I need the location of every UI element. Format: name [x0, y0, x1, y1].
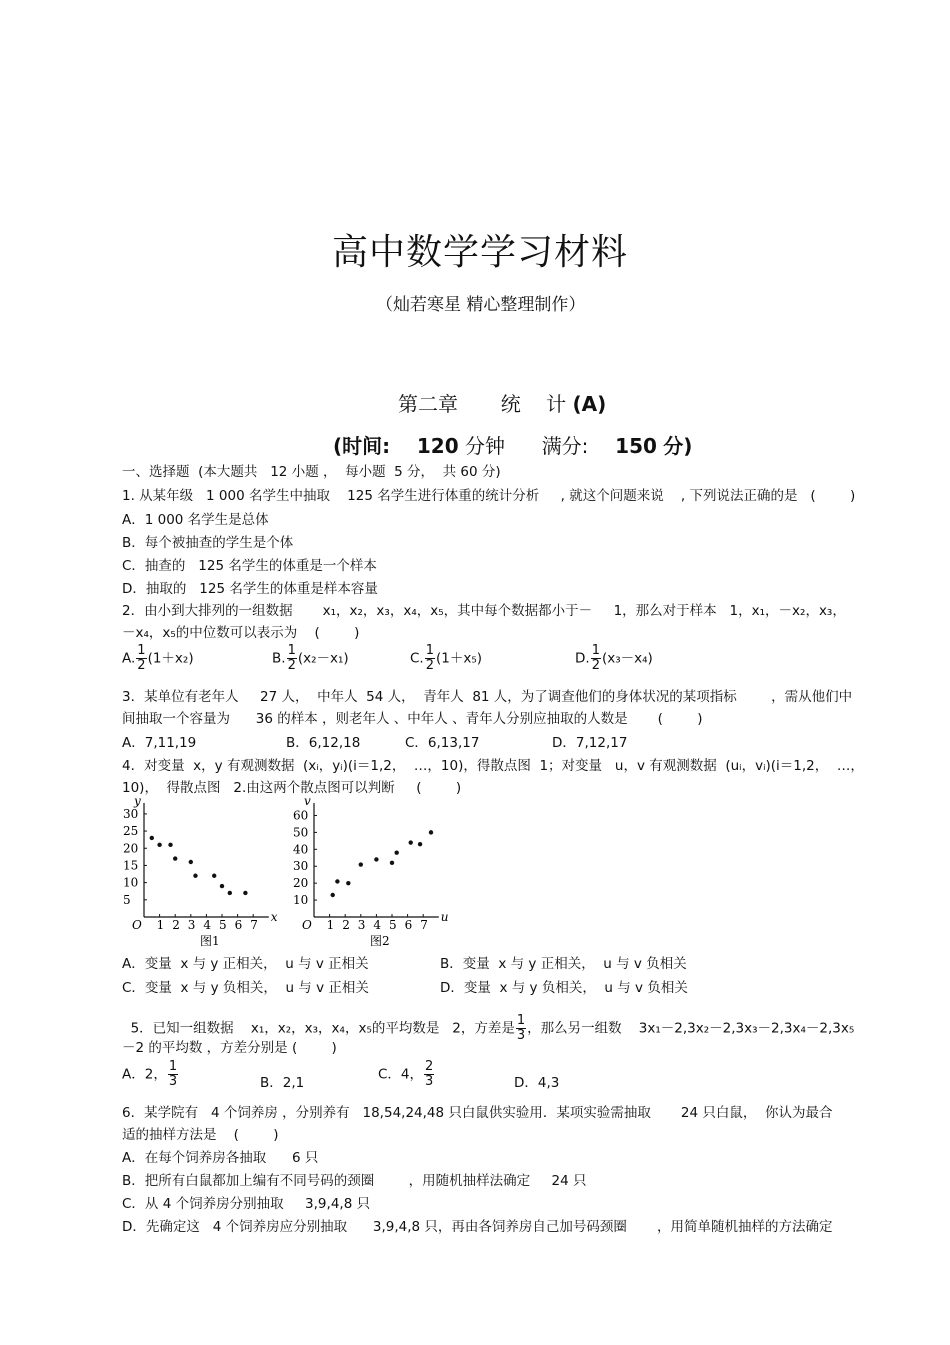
q6-option-c: C．从 4 个饲养房分别抽取 3,9,4,8 只 [122, 1196, 371, 1212]
q4-line1: 4．对变量 x，y 有观测数据 (xᵢ，yᵢ)(i＝1,2， …，10)，得散点图 1；对变量 u，v 有观测数据 (uᵢ，vᵢ)(i＝1,2， …， [122, 758, 864, 774]
chart2-point [359, 862, 363, 866]
chart1-caption: 图1 [200, 934, 220, 948]
chart1-point [157, 843, 161, 847]
chart1-ytick-label: 10 [123, 875, 139, 890]
q4-option-a: A．变量 x 与 y 正相关， u 与 v 正相关 [122, 956, 369, 972]
q4-option-b: B．变量 x 与 y 正相关， u 与 v 负相关 [440, 956, 687, 972]
q6-option-b: B．把所有白鼠都加上编有不同号码的颈圈 ，用随机抽样法确定 24 只 [122, 1173, 587, 1189]
chart1-xtick-label: 6 [234, 918, 243, 932]
chart1-point [189, 860, 193, 864]
chart2-xlabel: u [440, 910, 449, 924]
q5-option-b: B．2,1 [260, 1075, 305, 1091]
q6-option-d: D．先确定这 4 个饲养房应分别抽取 3,9,4,8 只，再由各饲养房自己加号码颈圈 ，用简单随机抽样的方法确定 [122, 1219, 833, 1235]
score-unit: 分) [663, 434, 693, 458]
time-value: 120 [416, 434, 459, 458]
q2-option-a: A. $\frac{1}{2}$ (1＋x₂) [122, 643, 194, 673]
q3-line2: 间抽取一个容量为 36 的样本 ，则老年人 、中年人 、青年人分别应抽取的人数是 ( ) [122, 711, 703, 727]
chart2-point [331, 893, 335, 897]
chart1-point [220, 884, 224, 888]
scatter-chart-2 [288, 795, 453, 950]
q5-option-d: D．4,3 [514, 1075, 560, 1091]
chart2-ytick-label: 50 [293, 825, 309, 840]
chart1-xtick-label: 7 [250, 918, 258, 932]
chart1-point [228, 891, 232, 895]
chart1-point [173, 856, 177, 860]
q2-option-b: B. $\frac{1}{2}$ (x₂－x₁) [272, 643, 349, 673]
q5-option-c: C．4， $\frac{2}{3}$ [378, 1059, 434, 1089]
chart1-point [193, 874, 197, 878]
q5-line2: －2 的平均数 ，方差分别是 ( ) [122, 1040, 337, 1056]
q2-line1: 2．由小到大排列的一组数据 x₁，x₂，x₃，x₄，x₅，其中每个数据都小于－ 1，那么对于样本 1，x₁，－x₂，x₃， [122, 603, 846, 619]
chart2-point [374, 857, 378, 861]
scatter-chart-1 [118, 795, 278, 950]
chart2-xtick-label: 7 [420, 918, 428, 932]
chart2-xtick-label: 1 [326, 918, 335, 932]
chart1-ylabel: y [134, 795, 141, 808]
q3-option-b: B．6,12,18 [286, 735, 361, 751]
chart1-point [150, 836, 154, 840]
chart2-point [335, 879, 339, 883]
chart1-ytick-label: 5 [123, 892, 131, 907]
q1-stem: 1. 从某年级 1 000 名学生中抽取 125 名学生进行体重的统计分析 , 就这个问题来说 , 下列说法正确的是 ( ) [122, 488, 856, 504]
q2-option-d: D. $\frac{1}{2}$ (x₃－x₄) [575, 643, 653, 673]
q6-option-a: A．在每个饲养房各抽取 6 只 [122, 1150, 319, 1166]
page-subtitle: （灿若寒星 精心整理制作） [376, 295, 586, 315]
chart2-point [409, 840, 413, 844]
q3-option-d: D．7,12,17 [552, 735, 628, 751]
chapter-prefix: 第二章 [398, 392, 458, 416]
q3-line1: 3．某单位有老年人 27 人， 中年人 54 人， 青年人 81 人，为了调查他们的身体状况的某项指标 ，需从他们中 [122, 689, 853, 705]
score-value: 150 [615, 434, 657, 458]
chart2-xtick-label: O [302, 918, 312, 932]
q3-option-a: A．7,11,19 [122, 735, 197, 751]
chart1-xlabel: x [270, 910, 278, 924]
page-title: 高中数学学习材料 [332, 232, 629, 273]
chart1-xtick-label: 3 [187, 918, 196, 932]
section-heading: 一、选择题 (本大题共 12 小题 ， 每小题 5 分， 共 60 分) [122, 464, 501, 480]
chart2-ytick-label: 30 [293, 859, 309, 874]
chart2-xtick-label: 2 [342, 918, 350, 932]
chart2-xtick-label: 6 [404, 918, 413, 932]
chart1-xtick-label: 5 [219, 918, 227, 932]
q6-line1: 6．某学院有 4 个饲养房 ，分别养有 18,54,24,48 只白鼠供实验用．某项实验需抽取 24 只白鼠， 你认为最合 [122, 1105, 833, 1121]
chart2-xtick-label: 4 [373, 918, 382, 932]
time-open: (时间: [333, 434, 391, 458]
q1-option-a: A．1 000 名学生是总体 [122, 512, 269, 528]
chart1-point [168, 843, 172, 847]
chart2-caption: 图2 [370, 934, 390, 948]
chart2-xtick-label: 3 [357, 918, 366, 932]
chart1-ytick-label: 25 [123, 824, 139, 839]
q1-option-c: C．抽查的 125 名学生的体重是一个样本 [122, 558, 377, 574]
chart1-xtick-label: 2 [172, 918, 180, 932]
chart2-ytick-label: 40 [293, 842, 309, 857]
chart2-point [394, 850, 398, 854]
chart2-point [390, 861, 394, 865]
q2-line2: －x₄，x₅的中位数可以表示为 ( ) [122, 625, 360, 641]
q6-line2: 适的抽样方法是 ( ) [122, 1127, 279, 1143]
chart1-ytick-label: 20 [123, 841, 139, 856]
chart1-xtick-label: 4 [203, 918, 212, 932]
chart1-point [243, 891, 247, 895]
q4-option-c: C．变量 x 与 y 负相关， u 与 v 正相关 [122, 980, 369, 996]
q2-option-c: C. $\frac{1}{2}$ (1＋x₅) [410, 643, 483, 673]
q3-option-c: C．6,13,17 [405, 735, 480, 751]
q1-option-b: B．每个被抽查的学生是个体 [122, 535, 294, 551]
score-label: 满分: [541, 434, 589, 458]
chart2-ytick-label: 10 [293, 893, 309, 908]
time-unit: 分钟 [464, 434, 505, 458]
chapter-word: 统 计 [500, 392, 567, 416]
chart1-ytick-label: 30 [123, 806, 139, 821]
chart1-ytick-label: 15 [123, 858, 139, 873]
chart2-ytick-label: 20 [293, 876, 309, 891]
chapter-suffix: (A) [572, 392, 607, 416]
q4-option-d: D．变量 x 与 y 负相关， u 与 v 负相关 [440, 980, 688, 996]
chart1-point [212, 874, 216, 878]
chart2-point [429, 830, 433, 834]
q1-option-d: D．抽取的 125 名学生的体重是样本容量 [122, 581, 378, 597]
q5-option-a: A．2， $\frac{1}{3}$ [122, 1059, 178, 1089]
chart2-point [418, 842, 422, 846]
chart2-xtick-label: 5 [389, 918, 397, 932]
exam-meta [333, 430, 692, 459]
q4-line2: 10)， 得散点图 2.由这两个散点图可以判断 ( ) [122, 780, 462, 796]
chart2-point [346, 881, 350, 885]
chart1-xtick-label: 1 [156, 918, 165, 932]
chart1-xtick-label: O [132, 918, 142, 932]
chart2-ytick-label: 60 [293, 808, 309, 823]
chapter-title [398, 388, 606, 417]
chart2-ylabel: v [304, 795, 311, 808]
q5-line1: 5．已知一组数据 x₁，x₂，x₃，x₄，x₅的平均数是 2，方差是 $\frac{1}{3}$ ，那么另一组数 3x₁－2,3x₂－2,3x₃－2,3x₄－2,3x₅ [130, 1013, 855, 1043]
